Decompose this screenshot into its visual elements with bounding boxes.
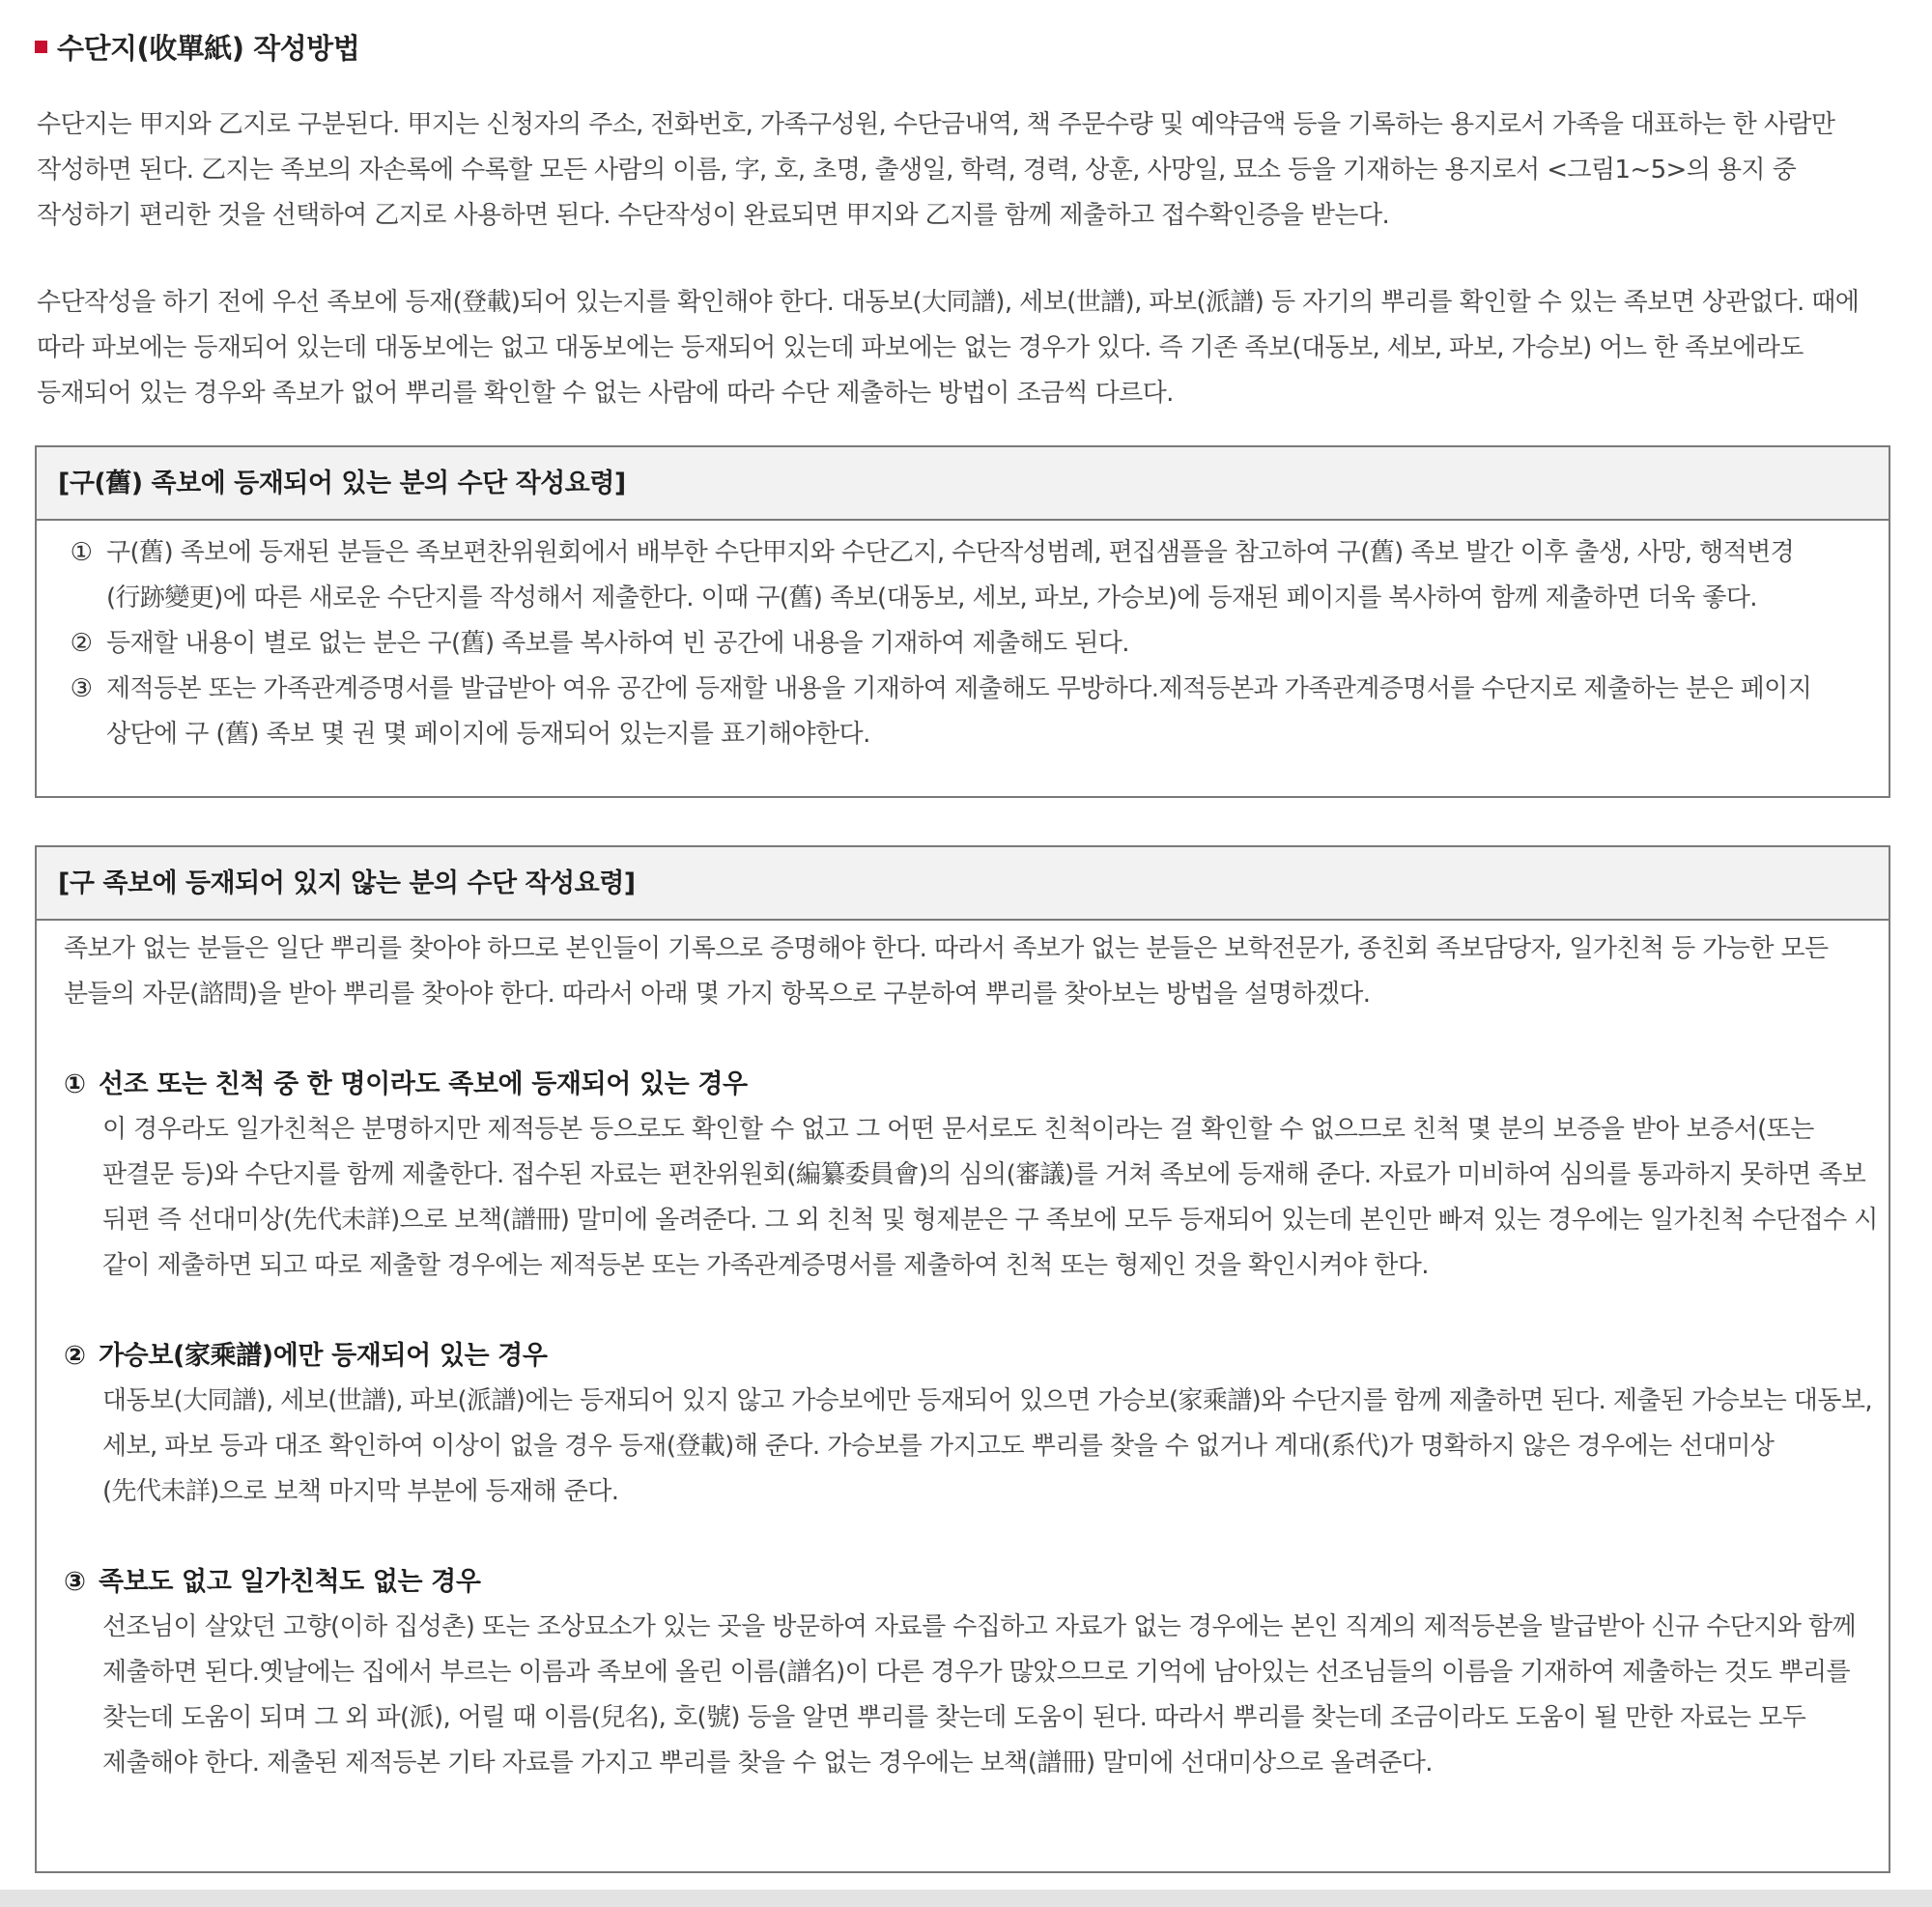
case-title (64, 1559, 1879, 1605)
registered-guide-title: [구(舊) 족보에 등재되어 있는 분의 수단 작성요령] (37, 447, 1889, 521)
case-number: ② (64, 1341, 86, 1371)
case-body: 이 경우라도 일가친척은 분명하지만 제적등본 등으로도 확인할 수 없고 그 어떤 문서로도 친척이라는 걸 확인할 수 없으므로 친척 몇 분의 보증을 받아 보증서(또는 판결문 등)와 수단지를 함께 제출한다. 접수된 자료는 편찬위원회(編纂委員會)의 심의(審議)를 거쳐 족보에 등재해 준다. 자료가 미비하여 심의를 통과하지 못하면 족보 뒤편 즉 선대미상(先代未詳)으로 보책(譜冊) 말미에 올려준다. 그 외 친척 및 형제분은 구 족보에 모두 등재되어 있는데 본인만 빠져 있는 경우에는 일가친척 수단접수 시 같이 제출하면 되고 따로 제출할 경우에는 제적등본 또는 가족관계증명서를 제출하여 친척 또는 형제인 것을 확인시켜야 한다. (102, 1115, 1878, 1280)
case-title (64, 1062, 1879, 1107)
list-item (64, 621, 1879, 667)
registered-guide-list (37, 521, 1889, 757)
case-section-2 (64, 1333, 1879, 1515)
case-section-3 (64, 1559, 1879, 1786)
list-item (64, 667, 1879, 757)
item-text: 제적등본 또는 가족관계증명서를 발급받아 여유 공간에 등재할 내용을 기재하여 제출해도 무방하다.제적등본과 가족관계증명서를 수단지로 제출하는 분은 페이지 상단에 구 (舊) 족보 몇 권 몇 페이지에 등재되어 있는지를 표기해야한다. (106, 674, 1812, 749)
page-title: 수단지(收單紙) 작성방법 (57, 32, 360, 65)
case-number: ③ (64, 1567, 86, 1597)
intro-paragraph-2: 수단작성을 하기 전에 우선 족보에 등재(登載)되어 있는지를 확인해야 한다. 대동보(大同譜), 세보(世譜), 파보(派譜) 등 자기의 뿌리를 확인할 수 있는 족보면 상관없다. 때에 따라 파보에는 등재되어 있는데 대동보에는 없고 대동보에는 등재되어 있는데 파보에는 없는 경우가 있다. 즉 기존 족보(대동보, 세보, 파보, 가승보) 어느 한 족보에라도 등재되어 있는 경우와 족보가 없어 뿌리를 확인할 수 없는 사람에 따라 수단 제출하는 방법이 조금씩 다르다. (37, 288, 1860, 408)
unregistered-guide-box (35, 845, 1890, 1873)
item-number: ② (70, 629, 93, 658)
case-title-text: 선조 또는 친척 중 한 명이라도 족보에 등재되어 있는 경우 (99, 1069, 748, 1099)
case-section-1 (64, 1062, 1879, 1289)
unregistered-guide-title: [구 족보에 등재되어 있지 않는 분의 수단 작성요령] (37, 847, 1889, 921)
unregistered-guide-body (37, 921, 1889, 1786)
item-number: ① (70, 538, 93, 567)
registered-guide-box (35, 445, 1890, 798)
case-title-text: 족보도 없고 일가친척도 없는 경우 (99, 1567, 481, 1597)
case-number: ① (64, 1069, 86, 1099)
case-body: 선조님이 살았던 고향(이하 집성촌) 또는 조상묘소가 있는 곳을 방문하여 자료를 수집하고 자료가 없는 경우에는 본인 직계의 제적등본을 발급받아 신규 수단지와 함께 제출하면 된다.옛날에는 집에서 부르는 이름과 족보에 올린 이름(譜名)이 다른 경우가 많았으므로 기억에 남아있는 선조님들의 이름을 기재하여 제출하는 것도 뿌리를 찾는데 도움이 되며 그 외 파(派), 어릴 때 이름(兒名), 호(號) 등을 알면 뿌리를 찾는데 도움이 된다. 따라서 뿌리를 찾는데 조금이라도 도움이 될 만한 자료는 모두 제출해야 한다. 제출된 제적등본 기타 자료를 가지고 뿌리를 찾을 수 없는 경우에는 보책(譜冊) 말미에 선대미상으로 올려준다. (102, 1612, 1856, 1778)
unregistered-lead-paragraph: 족보가 없는 분들은 일단 뿌리를 찾아야 하므로 본인들이 기록으로 증명해야 한다. 따라서 족보가 없는 분들은 보학전문가, 종친회 족보담당자, 일가친척 등 가능한 모든 분들의 자문(諮問)을 받아 뿌리를 찾아야 한다. 따라서 아래 몇 가지 항목으로 구분하여 뿌리를 찾아보는 방법을 설명하겠다. (64, 934, 1829, 1009)
case-title-text: 가승보(家乘譜)에만 등재되어 있는 경우 (99, 1341, 548, 1371)
item-number: ③ (70, 674, 93, 703)
square-bullet-icon (35, 41, 47, 53)
list-item (64, 530, 1879, 621)
page-heading (35, 27, 359, 67)
intro-paragraph-1: 수단지는 甲지와 乙지로 구분된다. 甲지는 신청자의 주소, 전화번호, 가족구성원, 수단금내역, 책 주문수량 및 예약금액 등을 기록하는 용지로서 가족을 대표하는 한 사람만 작성하면 된다. 乙지는 족보의 자손록에 수록할 모든 사람의 이름, 字, 호, 초명, 출생일, 학력, 경력, 상훈, 사망일, 묘소 등을 기재하는 용지로서 <그림1~5>의 용지 중 작성하기 편리한 것을 선택하여 乙지로 사용하면 된다. 수단작성이 완료되면 甲지와 乙지를 함께 제출하고 접수확인증을 받는다. (37, 110, 1835, 230)
case-title (64, 1333, 1879, 1379)
case-body: 대동보(大同譜), 세보(世譜), 파보(派譜)에는 등재되어 있지 않고 가승보에만 등재되어 있으면 가승보(家乘譜)와 수단지를 함께 제출하면 된다. 제출된 가승보는 대동보, 세보, 파보 등과 대조 확인하여 이상이 없을 경우 등재(登載)해 준다. 가승보를 가지고도 뿌리를 찾을 수 없거나 계대(系代)가 명확하지 않은 경우에는 선대미상(先代未詳)으로 보책 마지막 부분에 등재해 준다. (102, 1386, 1873, 1506)
item-text: 구(舊) 족보에 등재된 분들은 족보편찬위원회에서 배부한 수단甲지와 수단乙지, 수단작성범례, 편집샘플을 참고하여 구(舊) 족보 발간 이후 출생, 사망, 행적변경(行跡變更)에 따른 새로운 수단지를 작성해서 제출한다. 이때 구(舊) 족보(대동보, 세보, 파보, 가승보)에 등재된 페이지를 복사하여 함께 제출하면 더욱 좋다. (106, 538, 1795, 612)
footer-divider (0, 1890, 1932, 1907)
item-text: 등재할 내용이 별로 없는 분은 구(舊) 족보를 복사하여 빈 공간에 내용을 기재하여 제출해도 된다. (106, 629, 1129, 658)
